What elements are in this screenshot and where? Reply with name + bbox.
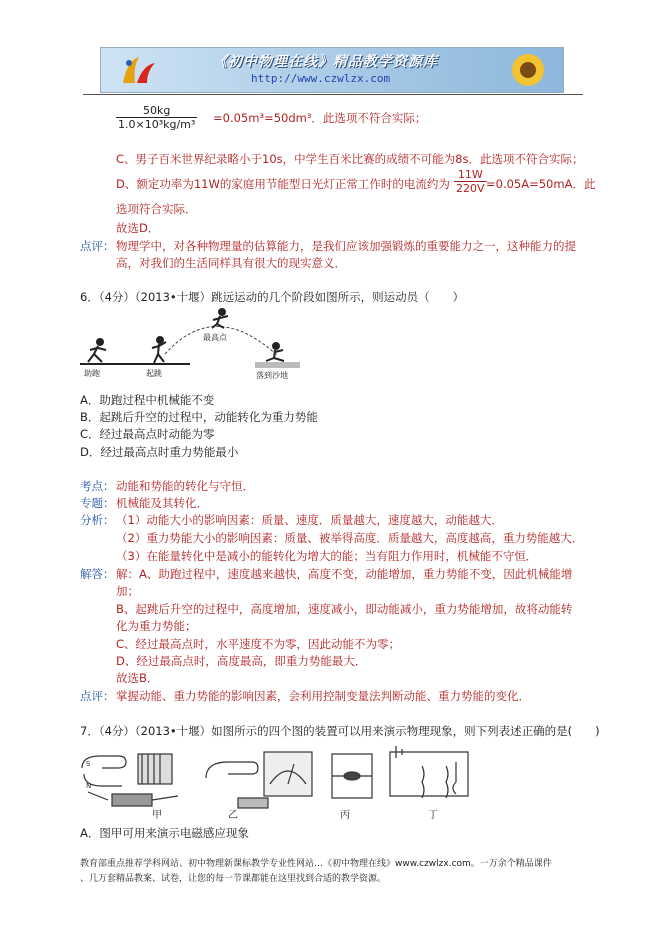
label-takeoff: 起跳 bbox=[146, 369, 162, 378]
takeoff-athlete-icon bbox=[152, 337, 166, 363]
landing-athlete-icon bbox=[266, 343, 284, 361]
comment-line-1: 物理学中，对各种物理量的估算能力，是我们应该加强锻炼的重要能力之一，这种能力的提 bbox=[116, 239, 576, 253]
figure-label-bing: 丙 bbox=[340, 810, 350, 821]
dianping-label: 点评： bbox=[80, 689, 115, 703]
jieda-line-1: 解：A、助跑过程中，速度越来越快，高度不变，动能增加，重力势能不变，因此机械能增 bbox=[116, 567, 573, 581]
q7-apparatus-figure bbox=[78, 742, 478, 822]
q6-option-b: B．起跳后升空的过程中，动能转化为重力势能 bbox=[80, 410, 318, 424]
runner-icon bbox=[88, 339, 106, 362]
volume-result: =0.05m³=50dm³．此选项不符合实际； bbox=[213, 111, 427, 125]
jieda-line-4: 化为重力势能； bbox=[116, 619, 197, 633]
q7-stem: 7．（4分）（2013•十堰）如图所示的四个图的装置可以用来演示物理现象，则下列表述正确的是( ) bbox=[80, 724, 600, 738]
sunflower-icon bbox=[506, 50, 550, 90]
zhuanti-label: 专题： bbox=[80, 496, 115, 510]
label-run: 助跑 bbox=[84, 369, 100, 378]
fenxi-line-1: （1）动能大小的影响因素：质量、速度．质量越大，速度越大，动能越大． bbox=[116, 513, 503, 527]
long-jump-figure bbox=[80, 306, 300, 386]
site-logo-icon bbox=[117, 53, 161, 87]
kaodian-text: 动能和势能的转化与守恒． bbox=[116, 479, 254, 493]
zhuanti-text: 机械能及其转化． bbox=[116, 496, 208, 510]
label-landing: 落到沙地 bbox=[256, 371, 288, 380]
fraction-denominator: 220V bbox=[456, 182, 485, 195]
option-d-explanation: D、额定功率为11W的家庭用节能型日光灯正常工作时的电流约为 bbox=[116, 177, 450, 191]
fraction-denominator: 1.0×10³kg/m³ bbox=[118, 118, 196, 131]
current-result: =0.05A=50mA．此 bbox=[486, 177, 596, 191]
jieda-line-5: C、经过最高点时，水平速度不为零，因此动能不为零； bbox=[116, 637, 401, 651]
figure-jia bbox=[82, 754, 178, 806]
figure-label-ding: 丁 bbox=[428, 810, 438, 821]
peak-athlete-icon bbox=[212, 309, 228, 328]
jieda-line-6: D、经过最高点时，高度最高，即重力势能最大． bbox=[116, 654, 367, 668]
figure-label-jia: 甲 bbox=[152, 810, 162, 821]
comment-label: 点评： bbox=[80, 239, 115, 253]
kaodian-label: 考点： bbox=[80, 479, 115, 493]
option-d-conclusion: 选项符合实际． bbox=[116, 202, 197, 216]
banner-title: 《初中物理在线》精品教学资源库 bbox=[213, 54, 438, 70]
header-banner bbox=[100, 47, 564, 93]
fenxi-label: 分析： bbox=[80, 513, 115, 527]
pole-s-label: S bbox=[86, 760, 91, 768]
fenxi-line-2: （2）重力势能大小的影响因素：质量、被举得高度．质量越大，高度越高，重力势能越大． bbox=[116, 531, 584, 545]
fenxi-line-3: （3）在能量转化中是减小的能转化为增大的能；当有阻力作用时，机械能不守恒． bbox=[116, 549, 538, 563]
figure-label-yi: 乙 bbox=[228, 810, 238, 821]
option-c-explanation: C、男子百米世界纪录略小于10s，中学生百米比赛的成绩不可能为8s．此选项不符合实际； bbox=[116, 152, 584, 166]
q5-answer: 故选D． bbox=[116, 221, 160, 235]
q6-option-d: D．经过最高点时重力势能最小 bbox=[80, 445, 239, 459]
density-fraction bbox=[116, 104, 197, 131]
banner-url[interactable]: http://www.czwlzx.com bbox=[251, 72, 391, 85]
fraction-numerator: 11W bbox=[454, 168, 487, 182]
jieda-line-7: 故选B． bbox=[116, 671, 159, 685]
comment-line-2: 高，对我们的生活同样具有很大的现实意义． bbox=[116, 256, 346, 270]
figure-yi bbox=[206, 752, 312, 808]
q6-option-a: A．助跑过程中机械能不变 bbox=[80, 393, 215, 407]
pole-n-label: N bbox=[86, 782, 92, 790]
jieda-label: 解答： bbox=[80, 567, 115, 581]
label-peak: 最高点 bbox=[203, 333, 227, 342]
fraction-numerator: 50kg bbox=[116, 104, 197, 118]
figure-bing bbox=[332, 754, 372, 798]
footer-line-2: 、几万套精品教案、试卷，让您的每一节课都能在这里找到合适的教学资源。 bbox=[80, 874, 387, 884]
q6-option-c: C．经过最高点时动能为零 bbox=[80, 427, 215, 441]
figure-ding bbox=[390, 746, 468, 798]
q6-stem: 6．（4分）（2013•十堰）跳远运动的几个阶段如图所示，则运动员（ ） bbox=[80, 290, 465, 304]
jieda-line-2: 加； bbox=[116, 584, 139, 598]
header-rule bbox=[83, 94, 583, 95]
current-fraction bbox=[454, 168, 487, 195]
jieda-line-3: B、起跳后升空的过程中，高度增加，速度减小，即动能减小，重力势能增加，故将动能转 bbox=[116, 602, 573, 616]
dianping-text: 掌握动能、重力势能的影响因素，会利用控制变量法判断动能、重力势能的变化． bbox=[116, 689, 530, 703]
footer-line-1: 教育部重点推荐学科网站、初中物理新课标教学专业性网站…《初中物理在线》www.czwlzx.com。一万余个精品课件 bbox=[80, 859, 552, 869]
q7-option-a: A．图甲可用来演示电磁感应现象 bbox=[80, 826, 249, 840]
